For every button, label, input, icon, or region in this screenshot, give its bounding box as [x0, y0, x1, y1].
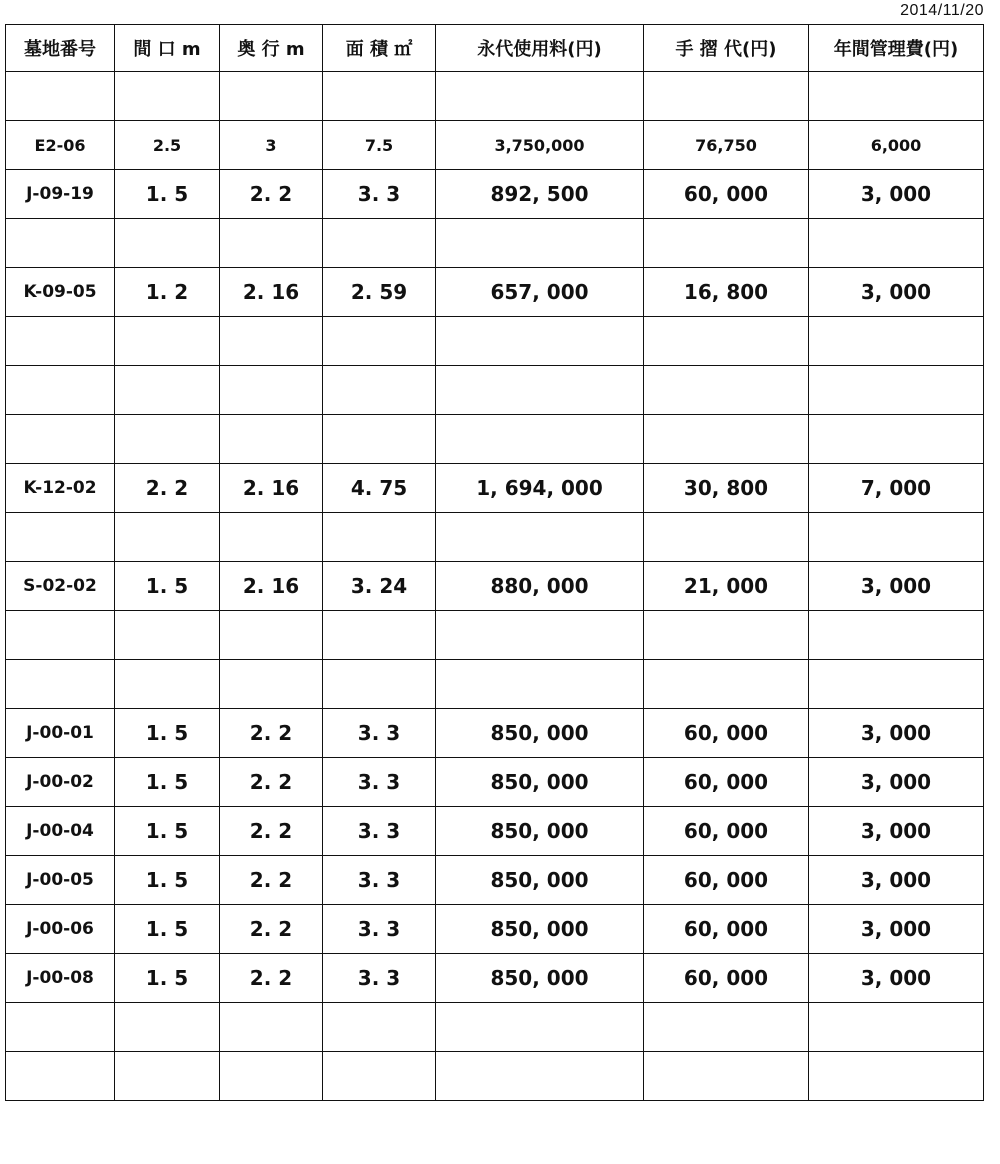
annual-fee-cell [809, 1052, 984, 1101]
area-cell: 2. 59 [323, 268, 436, 317]
width-cell [115, 611, 220, 660]
perpetual-fee-cell: 850, 000 [436, 709, 644, 758]
railing-fee-cell [644, 317, 809, 366]
perpetual-fee-cell [436, 415, 644, 464]
col-header-area: 面 積 ㎡ [323, 25, 436, 72]
depth-cell [220, 219, 323, 268]
table-row [6, 1052, 984, 1101]
plot-number-cell [6, 317, 115, 366]
width-cell [115, 72, 220, 121]
depth-cell [220, 415, 323, 464]
annual-fee-cell: 6,000 [809, 121, 984, 170]
depth-cell [220, 660, 323, 709]
railing-fee-cell [644, 1052, 809, 1101]
table-row [6, 121, 984, 170]
area-cell [323, 1052, 436, 1101]
railing-fee-cell [644, 366, 809, 415]
plot-number-cell: K-09-05 [6, 268, 115, 317]
col-header-railing-fee: 手 摺 代(円) [644, 25, 809, 72]
plot-number-cell: J-00-06 [6, 905, 115, 954]
depth-cell: 2. 2 [220, 905, 323, 954]
area-cell: 3. 3 [323, 758, 436, 807]
area-cell: 3. 3 [323, 905, 436, 954]
perpetual-fee-cell: 880, 000 [436, 562, 644, 611]
perpetual-fee-cell: 3,750,000 [436, 121, 644, 170]
area-cell [323, 611, 436, 660]
area-cell: 3. 24 [323, 562, 436, 611]
width-cell: 2. 2 [115, 464, 220, 513]
table-row [6, 1003, 984, 1052]
perpetual-fee-cell [436, 219, 644, 268]
plot-number-cell: K-12-02 [6, 464, 115, 513]
table-row [6, 170, 984, 219]
plot-number-cell [6, 415, 115, 464]
perpetual-fee-cell [436, 72, 644, 121]
annual-fee-cell: 3, 000 [809, 268, 984, 317]
width-cell: 1. 5 [115, 807, 220, 856]
railing-fee-cell: 60, 000 [644, 807, 809, 856]
depth-cell [220, 72, 323, 121]
width-cell: 1. 5 [115, 905, 220, 954]
plot-number-cell [6, 1003, 115, 1052]
depth-cell: 2. 2 [220, 709, 323, 758]
area-cell: 3. 3 [323, 856, 436, 905]
col-header-annual-fee: 年間管理費(円) [809, 25, 984, 72]
plot-number-cell: E2-06 [6, 121, 115, 170]
perpetual-fee-cell: 850, 000 [436, 807, 644, 856]
railing-fee-cell: 21, 000 [644, 562, 809, 611]
col-header-depth: 奥 行 m [220, 25, 323, 72]
annual-fee-cell: 7, 000 [809, 464, 984, 513]
area-cell [323, 513, 436, 562]
table-row [6, 562, 984, 611]
railing-fee-cell: 60, 000 [644, 758, 809, 807]
annual-fee-cell [809, 366, 984, 415]
perpetual-fee-cell [436, 660, 644, 709]
perpetual-fee-cell [436, 1003, 644, 1052]
area-cell [323, 72, 436, 121]
perpetual-fee-cell [436, 317, 644, 366]
width-cell [115, 1003, 220, 1052]
table-row [6, 611, 984, 660]
railing-fee-cell: 60, 000 [644, 856, 809, 905]
annual-fee-cell: 3, 000 [809, 758, 984, 807]
depth-cell: 2. 2 [220, 856, 323, 905]
annual-fee-cell: 3, 000 [809, 807, 984, 856]
table-body [6, 72, 984, 1101]
perpetual-fee-cell: 850, 000 [436, 905, 644, 954]
print-date: 2014/11/20 [900, 2, 984, 19]
perpetual-fee-cell: 850, 000 [436, 954, 644, 1003]
depth-cell: 2. 2 [220, 170, 323, 219]
depth-cell: 2. 16 [220, 268, 323, 317]
plot-number-cell [6, 513, 115, 562]
plot-number-cell: J-00-04 [6, 807, 115, 856]
railing-fee-cell [644, 415, 809, 464]
depth-cell [220, 1003, 323, 1052]
perpetual-fee-cell [436, 611, 644, 660]
depth-cell: 2. 16 [220, 562, 323, 611]
railing-fee-cell [644, 611, 809, 660]
width-cell: 1. 5 [115, 856, 220, 905]
depth-cell [220, 513, 323, 562]
depth-cell: 2. 2 [220, 954, 323, 1003]
annual-fee-cell: 3, 000 [809, 562, 984, 611]
table-row [6, 464, 984, 513]
plot-number-cell: J-00-01 [6, 709, 115, 758]
perpetual-fee-cell: 850, 000 [436, 856, 644, 905]
area-cell: 4. 75 [323, 464, 436, 513]
annual-fee-cell: 3, 000 [809, 954, 984, 1003]
depth-cell [220, 317, 323, 366]
width-cell: 2.5 [115, 121, 220, 170]
width-cell [115, 513, 220, 562]
table-row [6, 709, 984, 758]
railing-fee-cell: 30, 800 [644, 464, 809, 513]
table-row [6, 415, 984, 464]
annual-fee-cell: 3, 000 [809, 709, 984, 758]
plot-number-cell [6, 366, 115, 415]
plot-number-cell [6, 660, 115, 709]
annual-fee-cell: 3, 000 [809, 905, 984, 954]
area-cell: 3. 3 [323, 709, 436, 758]
plot-number-cell: J-09-19 [6, 170, 115, 219]
perpetual-fee-cell: 892, 500 [436, 170, 644, 219]
width-cell [115, 317, 220, 366]
plot-number-cell [6, 72, 115, 121]
perpetual-fee-cell [436, 1052, 644, 1101]
area-cell [323, 660, 436, 709]
depth-cell: 2. 16 [220, 464, 323, 513]
area-cell [323, 219, 436, 268]
table-row [6, 660, 984, 709]
railing-fee-cell [644, 219, 809, 268]
width-cell [115, 219, 220, 268]
annual-fee-cell [809, 1003, 984, 1052]
annual-fee-cell [809, 317, 984, 366]
railing-fee-cell: 60, 000 [644, 170, 809, 219]
width-cell: 1. 5 [115, 758, 220, 807]
plot-number-cell: S-02-02 [6, 562, 115, 611]
depth-cell: 2. 2 [220, 807, 323, 856]
depth-cell: 2. 2 [220, 758, 323, 807]
plot-number-cell [6, 611, 115, 660]
area-cell: 3. 3 [323, 170, 436, 219]
table-row [6, 856, 984, 905]
annual-fee-cell: 3, 000 [809, 856, 984, 905]
width-cell: 1. 5 [115, 562, 220, 611]
area-cell [323, 1003, 436, 1052]
railing-fee-cell: 16, 800 [644, 268, 809, 317]
railing-fee-cell: 60, 000 [644, 954, 809, 1003]
plot-number-cell [6, 219, 115, 268]
perpetual-fee-cell: 1, 694, 000 [436, 464, 644, 513]
railing-fee-cell: 60, 000 [644, 709, 809, 758]
col-header-width: 間 口 m [115, 25, 220, 72]
width-cell: 1. 5 [115, 954, 220, 1003]
annual-fee-cell [809, 513, 984, 562]
table-row [6, 366, 984, 415]
header-row [6, 25, 984, 72]
width-cell [115, 366, 220, 415]
col-header-plot-number: 墓地番号 [6, 25, 115, 72]
area-cell: 7.5 [323, 121, 436, 170]
annual-fee-cell [809, 72, 984, 121]
depth-cell [220, 1052, 323, 1101]
width-cell: 1. 5 [115, 170, 220, 219]
railing-fee-cell [644, 72, 809, 121]
depth-cell [220, 611, 323, 660]
area-cell: 3. 3 [323, 954, 436, 1003]
annual-fee-cell [809, 660, 984, 709]
perpetual-fee-cell: 657, 000 [436, 268, 644, 317]
plot-number-cell: J-00-05 [6, 856, 115, 905]
table-row [6, 758, 984, 807]
railing-fee-cell [644, 660, 809, 709]
railing-fee-cell [644, 513, 809, 562]
annual-fee-cell [809, 415, 984, 464]
table-row [6, 219, 984, 268]
area-cell: 3. 3 [323, 807, 436, 856]
depth-cell [220, 366, 323, 415]
col-header-perpetual-fee: 永代使用料(円) [436, 25, 644, 72]
table-row [6, 954, 984, 1003]
table-row [6, 513, 984, 562]
area-cell [323, 317, 436, 366]
table-row [6, 317, 984, 366]
width-cell [115, 660, 220, 709]
depth-cell: 3 [220, 121, 323, 170]
table-row [6, 268, 984, 317]
annual-fee-cell: 3, 000 [809, 170, 984, 219]
area-cell [323, 366, 436, 415]
table-row [6, 807, 984, 856]
width-cell: 1. 5 [115, 709, 220, 758]
railing-fee-cell [644, 1003, 809, 1052]
width-cell [115, 415, 220, 464]
annual-fee-cell [809, 219, 984, 268]
perpetual-fee-cell [436, 366, 644, 415]
perpetual-fee-cell [436, 513, 644, 562]
plot-number-cell [6, 1052, 115, 1101]
width-cell: 1. 2 [115, 268, 220, 317]
width-cell [115, 1052, 220, 1101]
plot-price-table [5, 24, 984, 1101]
annual-fee-cell [809, 611, 984, 660]
plot-number-cell: J-00-08 [6, 954, 115, 1003]
plot-number-cell: J-00-02 [6, 758, 115, 807]
area-cell [323, 415, 436, 464]
railing-fee-cell: 76,750 [644, 121, 809, 170]
table-row [6, 72, 984, 121]
perpetual-fee-cell: 850, 000 [436, 758, 644, 807]
railing-fee-cell: 60, 000 [644, 905, 809, 954]
table-row [6, 905, 984, 954]
